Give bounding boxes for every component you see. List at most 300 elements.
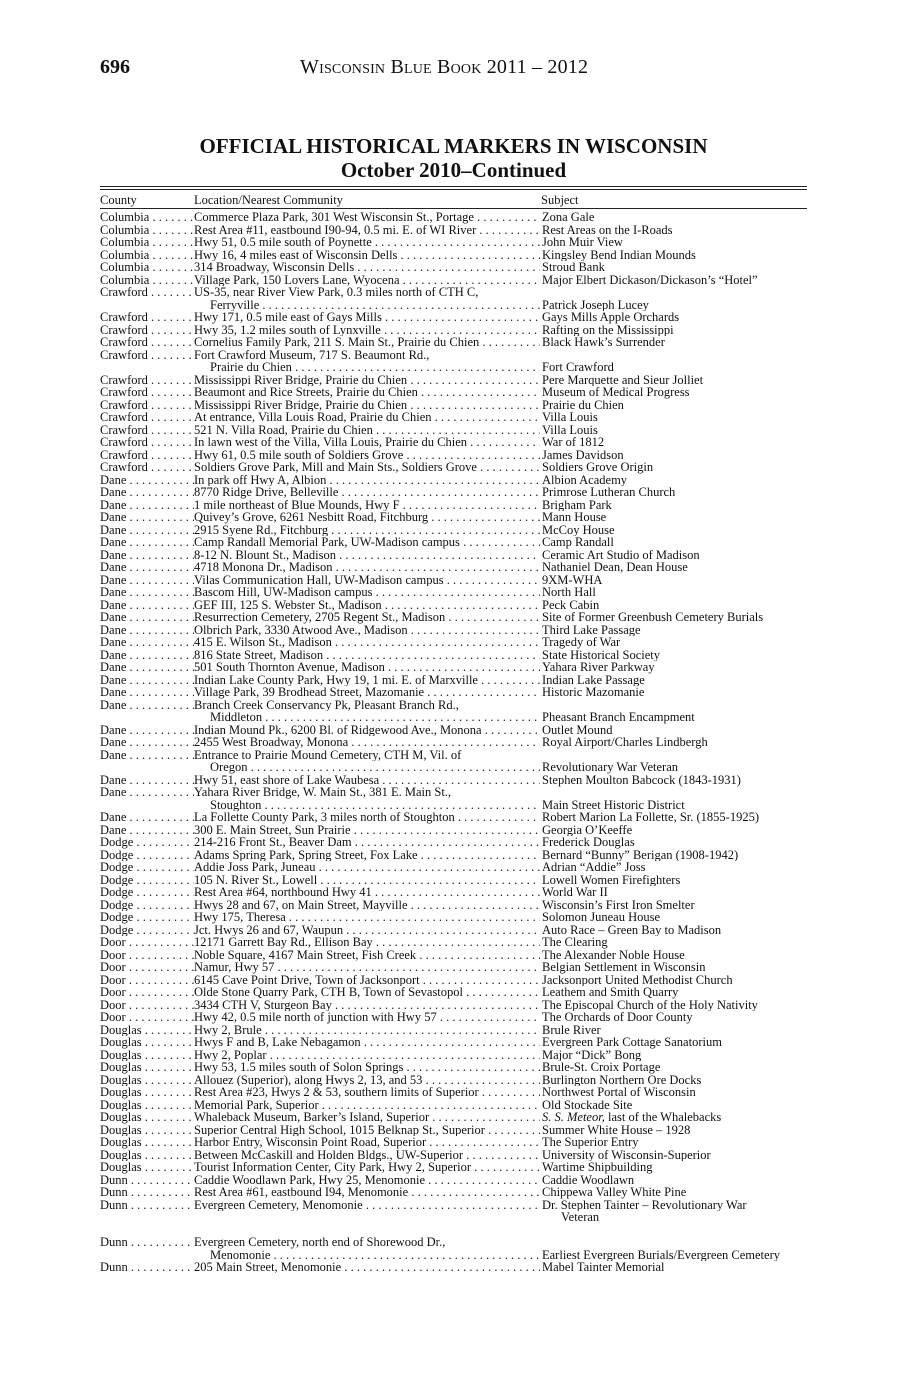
table-row <box>0 399 907 412</box>
subject-cell: Nathaniel Dean, Dean House <box>541 561 832 574</box>
county-cell: Dane . . . <box>100 824 194 837</box>
county-cell: Douglas . . . <box>100 1049 194 1062</box>
county-cell: Dodge . . . <box>100 911 194 924</box>
table-row <box>0 511 907 524</box>
subject-cell: Earliest Evergreen Burials/Evergreen Cemetery <box>541 1249 832 1262</box>
column-header-rule <box>100 208 807 209</box>
table-row <box>0 261 907 274</box>
table-row <box>0 899 907 912</box>
table-row <box>0 886 907 899</box>
table-row <box>0 561 907 574</box>
location-cell: Hwy 16, 4 miles east of Wisconsin Dells . . . <box>194 249 540 262</box>
subject-cell: Camp Randall <box>541 536 832 549</box>
location-cell: Fort Crawford Museum, 717 S. Beaumont Rd., <box>194 348 430 361</box>
county-cell: Dodge . . . <box>100 924 194 937</box>
table-row <box>0 1036 907 1049</box>
subject-cell: Jacksonport United Methodist Church <box>541 974 832 987</box>
table-row <box>0 999 907 1012</box>
subject-cell: Albion Academy <box>541 474 832 487</box>
table-row <box>0 1074 907 1087</box>
subject-cell: Adrian “Addie” Joss <box>541 861 832 874</box>
table-row <box>0 1249 907 1262</box>
table-row <box>0 1161 907 1174</box>
subject-cell: Georgia O’Keeffe <box>541 824 832 837</box>
location-cell: Rest Area #64, northbound Hwy 41 . . . <box>194 886 540 899</box>
subject-cell: Villa Louis <box>541 424 832 437</box>
location-cell: Caddie Woodlawn Park, Hwy 25, Menomonie . . . <box>194 1174 540 1187</box>
county-cell: Dane . . . <box>100 511 194 524</box>
subject-cell: Villa Louis <box>541 411 832 424</box>
table-row <box>0 474 907 487</box>
subject-cell: Ceramic Art Studio of Madison <box>541 549 832 562</box>
location-cell: Hwy 51, east shore of Lake Waubesa . . . <box>194 774 540 787</box>
location-cell: 8-12 N. Blount St., Madison . . . <box>194 549 540 562</box>
table-row <box>0 811 907 824</box>
location-cell: Hwy 171, 0.5 mile east of Gays Mills . . . <box>194 311 540 324</box>
location-cell: Olbrich Park, 3330 Atwood Ave., Madison . . . <box>194 624 540 637</box>
subject-cell: Soldiers Grove Origin <box>541 461 832 474</box>
subject-cell: Frederick Douglas <box>541 836 832 849</box>
location-cell: Adams Spring Park, Spring Street, Fox Lake . . . <box>194 849 540 862</box>
table-row <box>0 1261 907 1274</box>
table-row <box>0 986 907 999</box>
location-cell: Rest Area #61, eastbound I94, Menomonie . . . <box>194 1186 540 1199</box>
table-row <box>0 574 907 587</box>
location-cell: 12171 Garrett Bay Rd., Ellison Bay . . . <box>194 936 540 949</box>
county-cell: Crawford . . . <box>100 324 194 337</box>
county-cell: Door . . . <box>100 974 194 987</box>
table-row <box>0 499 907 512</box>
table-row <box>0 749 907 762</box>
subject-cell: Main Street Historic District <box>541 799 832 812</box>
subject-cell: Black Hawk’s Surrender <box>541 336 832 349</box>
table-row <box>0 1211 907 1224</box>
table-row <box>0 449 907 462</box>
subject-cell: Bernard “Bunny” Berigan (1908-1942) <box>541 849 832 862</box>
county-cell: Dane . . . <box>100 749 194 762</box>
subject-cell: Primrose Lutheran Church <box>541 486 832 499</box>
location-cell: Beaumont and Rice Streets, Prairie du Chien . . . <box>194 386 540 399</box>
location-cell: Branch Creek Conservancy Pk, Pleasant Branch Rd., <box>194 698 459 711</box>
location-cell: Harbor Entry, Wisconsin Point Road, Superior . . . <box>194 1136 540 1149</box>
county-cell: Dane . . . <box>100 549 194 562</box>
county-cell: Crawford . . . <box>100 286 194 299</box>
county-cell: Door . . . <box>100 1011 194 1024</box>
location-cell: At entrance, Villa Louis Road, Prairie du Chien . . . <box>194 411 540 424</box>
county-cell: Dodge . . . <box>100 849 194 862</box>
table-row <box>0 1224 907 1237</box>
county-cell: Dane . . . <box>100 774 194 787</box>
location-cell: Rest Area #11, eastbound I90-94, 0.5 mi. E. of WI River . . . <box>194 224 540 237</box>
table-row <box>0 936 907 949</box>
subject-cell: North Hall <box>541 586 832 599</box>
county-cell: Door . . . <box>100 949 194 962</box>
county-cell: Crawford . . . <box>100 461 194 474</box>
table-row <box>0 1136 907 1149</box>
subject-cell: Historic Mazomanie <box>541 686 832 699</box>
subject-cell: Brigham Park <box>541 499 832 512</box>
county-cell: Douglas . . . <box>100 1074 194 1087</box>
subject-cell: Dr. Stephen Tainter – Revolutionary War <box>541 1199 832 1212</box>
table-row <box>0 1049 907 1062</box>
location-cell: Memorial Park, Superior . . . <box>194 1099 540 1112</box>
county-cell: Dane . . . <box>100 536 194 549</box>
table-row <box>0 724 907 737</box>
subject-cell: James Davidson <box>541 449 832 462</box>
table-row <box>0 911 907 924</box>
location-cell: In lawn west of the Villa, Villa Louis, Prairie du Chien . . . <box>194 436 540 449</box>
table-row <box>0 1124 907 1137</box>
county-cell: Columbia . . . <box>100 274 194 287</box>
county-cell: Dane . . . <box>100 561 194 574</box>
county-cell: Columbia . . . <box>100 224 194 237</box>
subject-cell: The Orchards of Door County <box>541 1011 832 1024</box>
subject-cell: Third Lake Passage <box>541 624 832 637</box>
location-cell: 1 mile northeast of Blue Mounds, Hwy F . . . <box>194 499 540 512</box>
location-cell: Namur, Hwy 57 . . . <box>194 961 540 974</box>
table-row <box>0 1024 907 1037</box>
county-cell: Douglas . . . <box>100 1124 194 1137</box>
location-cell: Bascom Hill, UW-Madison campus . . . <box>194 586 540 599</box>
location-cell: Jct. Hwys 26 and 67, Waupun . . . <box>194 924 540 937</box>
location-cell: 300 E. Main Street, Sun Prairie . . . <box>194 824 540 837</box>
subject-cell: Indian Lake Passage <box>541 674 832 687</box>
location-cell: 2455 West Broadway, Monona . . . <box>194 736 540 749</box>
table-row <box>0 536 907 549</box>
county-cell: Dane . . . <box>100 524 194 537</box>
table-row <box>0 1111 907 1124</box>
table-row <box>0 636 907 649</box>
subject-cell: Peck Cabin <box>541 599 832 612</box>
table-row <box>0 549 907 562</box>
subject-cell: Rafting on the Mississippi <box>541 324 832 337</box>
running-head-years: 2011 – 2012 <box>486 56 589 78</box>
subject-cell: Lowell Women Firefighters <box>541 874 832 887</box>
table-row <box>0 249 907 262</box>
location-cell: Rest Area #23, Hwys 2 & 53, southern limits of Superior . . . <box>194 1086 540 1099</box>
subject-cell: Museum of Medical Progress <box>541 386 832 399</box>
subject-cell: Major Elbert Dickason/Dickason’s “Hotel” <box>541 274 832 287</box>
county-cell: Columbia . . . <box>100 261 194 274</box>
table-row <box>0 311 907 324</box>
subject-cell: Prairie du Chien <box>541 399 832 412</box>
location-cell: Superior Central High School, 1015 Belknap St., Superior . . . <box>194 1124 540 1137</box>
county-cell: Dane . . . <box>100 686 194 699</box>
table-row <box>0 799 907 812</box>
county-cell: Dane . . . <box>100 474 194 487</box>
table-row <box>0 711 907 724</box>
table-row <box>0 1149 907 1162</box>
subject-cell: Revolutionary War Veteran <box>541 761 832 774</box>
markers-table <box>0 211 907 1274</box>
location-cell: Yahara River Bridge, W. Main St., 381 E. Main St., <box>194 786 452 799</box>
location-cell: Ferryville . . . <box>194 299 540 312</box>
table-row <box>0 411 907 424</box>
subject-cell: Old Stockade Site <box>541 1099 832 1112</box>
county-cell: Dane . . . <box>100 649 194 662</box>
subject-cell: Northwest Portal of Wisconsin <box>541 1086 832 1099</box>
county-cell: Dane . . . <box>100 586 194 599</box>
subject-cell: Outlet Mound <box>541 724 832 737</box>
table-row <box>0 1174 907 1187</box>
county-cell: Dane . . . <box>100 636 194 649</box>
location-cell: Hwy 51, 0.5 mile south of Poynette . . . <box>194 236 540 249</box>
county-cell: Door . . . <box>100 936 194 949</box>
subject-cell: Leathem and Smith Quarry <box>541 986 832 999</box>
table-row <box>0 599 907 612</box>
table-row <box>0 786 907 799</box>
location-cell: Hwy 35, 1.2 miles south of Lynxville . . . <box>194 324 540 337</box>
subject-cell: McCoy House <box>541 524 832 537</box>
location-cell: 521 N. Villa Road, Prairie du Chien . . . <box>194 424 540 437</box>
location-cell: Stoughton . . . <box>194 799 540 812</box>
county-cell: Crawford . . . <box>100 399 194 412</box>
page-number: 696 <box>100 56 130 78</box>
county-cell: Crawford . . . <box>100 349 194 362</box>
table-row <box>0 699 907 712</box>
county-cell: Crawford . . . <box>100 436 194 449</box>
county-cell: Dane . . . <box>100 786 194 799</box>
location-cell: Hwy 2, Poplar . . . <box>194 1049 540 1062</box>
subject-cell: World War II <box>541 886 832 899</box>
location-cell: In park off Hwy A, Albion . . . <box>194 474 540 487</box>
county-cell: Dodge . . . <box>100 836 194 849</box>
location-cell: Soldiers Grove Park, Mill and Main Sts., Soldiers Grove . . . <box>194 461 540 474</box>
location-cell: 105 N. River St., Lowell . . . <box>194 874 540 887</box>
subject-cell: Mabel Tainter Memorial <box>541 1261 832 1274</box>
table-row <box>0 236 907 249</box>
table-row <box>0 524 907 537</box>
location-cell: Prairie du Chien . . . <box>194 361 540 374</box>
running-head-b2: B <box>437 56 451 78</box>
subject-cell: Wisconsin’s First Iron Smelter <box>541 899 832 912</box>
location-cell: Hwy 175, Theresa . . . <box>194 911 540 924</box>
table-row <box>0 611 907 624</box>
table-row <box>0 861 907 874</box>
county-cell: Door . . . <box>100 999 194 1012</box>
table-row <box>0 736 907 749</box>
table-top-rule <box>100 186 807 187</box>
county-cell: Douglas . . . <box>100 1024 194 1037</box>
county-cell: Crawford . . . <box>100 386 194 399</box>
county-cell: Crawford . . . <box>100 374 194 387</box>
table-row <box>0 874 907 887</box>
subject-cell: Solomon Juneau House <box>541 911 832 924</box>
location-cell: Middleton . . . <box>194 711 540 724</box>
location-cell: Hwy 42, 0.5 mile north of junction with Hwy 57 . . . <box>194 1011 540 1024</box>
table-row <box>0 949 907 962</box>
table-row <box>0 649 907 662</box>
subject-cell: War of 1812 <box>541 436 832 449</box>
county-cell: Douglas . . . <box>100 1136 194 1149</box>
location-cell: Evergreen Cemetery, north end of Shorewood Dr., <box>194 1236 446 1249</box>
county-cell: Crawford . . . <box>100 311 194 324</box>
subject-cell: S. S. Meteor, last of the Whalebacks <box>541 1111 832 1124</box>
column-header-location: Location/Nearest Community <box>194 193 343 207</box>
table-row <box>0 961 907 974</box>
location-cell: 8770 Ridge Drive, Belleville . . . <box>194 486 540 499</box>
location-cell: La Follette County Park, 3 miles north of Stoughton . . . <box>194 811 540 824</box>
subject-cell: The Alexander Noble House <box>541 949 832 962</box>
county-cell: Dane . . . <box>100 811 194 824</box>
county-cell: Douglas . . . <box>100 1061 194 1074</box>
table-row <box>0 1099 907 1112</box>
county-cell: Dane . . . <box>100 736 194 749</box>
table-row <box>0 661 907 674</box>
county-cell: Columbia . . . <box>100 236 194 249</box>
subject-cell: Stroud Bank <box>541 261 832 274</box>
subject-cell: Burlington Northern Ore Docks <box>541 1074 832 1087</box>
subject-cell: Kingsley Bend Indian Mounds <box>541 249 832 262</box>
subject-cell: Major “Dick” Bong <box>541 1049 832 1062</box>
county-cell: Dodge . . . <box>100 874 194 887</box>
subject-cell: Brule River <box>541 1024 832 1037</box>
table-row <box>0 349 907 362</box>
running-head-isconsin: isconsin <box>319 56 386 78</box>
county-cell: Door . . . <box>100 961 194 974</box>
location-cell: 415 E. Wilson St., Madison . . . <box>194 636 540 649</box>
county-cell: Dunn . . . <box>100 1236 194 1249</box>
location-cell: Menomonie . . . <box>194 1249 540 1262</box>
table-row <box>0 361 907 374</box>
location-cell: Indian Mound Pk., 6200 Bl. of Ridgewood Ave., Monona . . . <box>194 724 540 737</box>
table-row <box>0 324 907 337</box>
subject-cell: Evergreen Park Cottage Sanatorium <box>541 1036 832 1049</box>
table-row <box>0 674 907 687</box>
table-row <box>0 224 907 237</box>
location-cell: 6145 Cave Point Drive, Town of Jacksonport . . . <box>194 974 540 987</box>
location-cell: Resurrection Cemetery, 2705 Regent St., Madison . . . <box>194 611 540 624</box>
location-cell: 3434 CTH V, Sturgeon Bay . . . <box>194 999 540 1012</box>
location-cell: Village Park, 150 Lovers Lane, Wyocena . . . <box>194 274 540 287</box>
table-row <box>0 974 907 987</box>
table-top-rule-double <box>100 189 807 190</box>
county-cell: Dane . . . <box>100 674 194 687</box>
county-cell: Dodge . . . <box>100 861 194 874</box>
table-row <box>0 386 907 399</box>
county-cell: Douglas . . . <box>100 1149 194 1162</box>
county-cell: Dunn . . . <box>100 1261 194 1274</box>
subject-cell: Pere Marquette and Sieur Jolliet <box>541 374 832 387</box>
county-cell: Douglas . . . <box>100 1099 194 1112</box>
column-header-subject: Subject <box>541 193 579 207</box>
running-head-ook: ook <box>450 56 482 78</box>
location-cell: Allouez (Superior), along Hwys 2, 13, and 53 . . . <box>194 1074 540 1087</box>
county-cell: Columbia . . . <box>100 211 194 224</box>
location-cell: Mississippi River Bridge, Prairie du Chien . . . <box>194 399 540 412</box>
subject-cell: Pheasant Branch Encampment <box>541 711 832 724</box>
table-row <box>0 924 907 937</box>
running-head <box>300 56 588 79</box>
subject-cell: Belgian Settlement in Wisconsin <box>541 961 832 974</box>
table-row <box>0 211 907 224</box>
county-cell: Dane . . . <box>100 624 194 637</box>
location-cell: Oregon . . . <box>194 761 540 774</box>
location-cell: Addie Joss Park, Juneau . . . <box>194 861 540 874</box>
county-cell: Douglas . . . <box>100 1036 194 1049</box>
county-cell: Dodge . . . <box>100 899 194 912</box>
running-head-w: W <box>300 56 320 78</box>
county-cell: Columbia . . . <box>100 249 194 262</box>
county-cell: Dane . . . <box>100 611 194 624</box>
subject-cell: Gays Mills Apple Orchards <box>541 311 832 324</box>
subject-cell: The Episcopal Church of the Holy Nativity <box>541 999 832 1012</box>
table-row <box>0 336 907 349</box>
county-cell: Dane . . . <box>100 499 194 512</box>
table-row <box>0 761 907 774</box>
county-cell: Dunn . . . <box>100 1199 194 1212</box>
table-row <box>0 461 907 474</box>
subject-cell: Royal Airport/Charles Lindbergh <box>541 736 832 749</box>
subject-cell: Chippewa Valley White Pine <box>541 1186 832 1199</box>
location-cell: Cornelius Family Park, 211 S. Main St., Prairie du Chien . . . <box>194 336 540 349</box>
subject-cell: Auto Race – Green Bay to Madison <box>541 924 832 937</box>
location-cell: Hwys 28 and 67, on Main Street, Mayville . . . <box>194 899 540 912</box>
county-cell: Dunn . . . <box>100 1174 194 1187</box>
county-cell: Dodge . . . <box>100 886 194 899</box>
location-cell: US-35, near River View Park, 0.3 miles north of CTH C, <box>194 286 479 299</box>
location-cell: Hwy 2, Brule . . . <box>194 1024 540 1037</box>
county-cell: Douglas . . . <box>100 1111 194 1124</box>
subject-cell: John Muir View <box>541 236 832 249</box>
running-head-lue: lue <box>404 56 432 78</box>
table-row <box>0 624 907 637</box>
county-cell: Dane . . . <box>100 599 194 612</box>
subject-cell: Brule-St. Croix Portage <box>541 1061 832 1074</box>
location-cell: 314 Broadway, Wisconsin Dells . . . <box>194 261 540 274</box>
table-row <box>0 836 907 849</box>
county-cell: Douglas . . . <box>100 1161 194 1174</box>
table-row <box>0 774 907 787</box>
county-cell: Dane . . . <box>100 724 194 737</box>
subject-cell: Patrick Joseph Lucey <box>541 299 832 312</box>
subject-cell: Yahara River Parkway <box>541 661 832 674</box>
subject-cell: The Superior Entry <box>541 1136 832 1149</box>
location-cell: 816 State Street, Madison . . . <box>194 649 540 662</box>
county-cell: Douglas . . . <box>100 1086 194 1099</box>
county-cell: Dane . . . <box>100 661 194 674</box>
subject-cell: Rest Areas on the I-Roads <box>541 224 832 237</box>
county-cell: Crawford . . . <box>100 411 194 424</box>
column-header-county: County <box>100 193 137 207</box>
table-row <box>0 1236 907 1249</box>
location-cell: Olde Stone Quarry Park, CTH B, Town of Sevastopol . . . <box>194 986 540 999</box>
location-cell: Mississippi River Bridge, Prairie du Chien . . . <box>194 374 540 387</box>
location-cell: Tourist Information Center, City Park, Hwy 2, Superior . . . <box>194 1161 540 1174</box>
location-cell: Commerce Plaza Park, 301 West Wisconsin St., Portage . . . <box>194 211 540 224</box>
subject-cell: Site of Former Greenbush Cemetery Burials <box>541 611 832 624</box>
county-cell: Crawford . . . <box>100 424 194 437</box>
table-row <box>0 286 907 299</box>
subject-cell: Tragedy of War <box>541 636 832 649</box>
table-row <box>0 299 907 312</box>
location-cell: Entrance to Prairie Mound Cemetery, CTH M, Vil. of <box>194 748 462 761</box>
subject-cell: Stephen Moulton Babcock (1843-1931) <box>541 774 832 787</box>
table-row <box>0 686 907 699</box>
subject-cell: Fort Crawford <box>541 361 832 374</box>
location-cell: Evergreen Cemetery, Menomonie . . . <box>194 1199 540 1212</box>
table-row <box>0 1186 907 1199</box>
county-cell: Dane . . . <box>100 699 194 712</box>
table-row <box>0 1199 907 1212</box>
location-cell: Hwys F and B, Lake Nebagamon . . . <box>194 1036 540 1049</box>
location-cell: Hwy 61, 0.5 mile south of Soldiers Grove . . . <box>194 449 540 462</box>
location-cell: Noble Square, 4167 Main Street, Fish Creek . . . <box>194 949 540 962</box>
location-cell: Quivey’s Grove, 6261 Nesbitt Road, Fitchburg . . . <box>194 511 540 524</box>
table-row <box>0 486 907 499</box>
table-row <box>0 1061 907 1074</box>
location-cell: Vilas Communication Hall, UW-Madison campus . . . <box>194 574 540 587</box>
